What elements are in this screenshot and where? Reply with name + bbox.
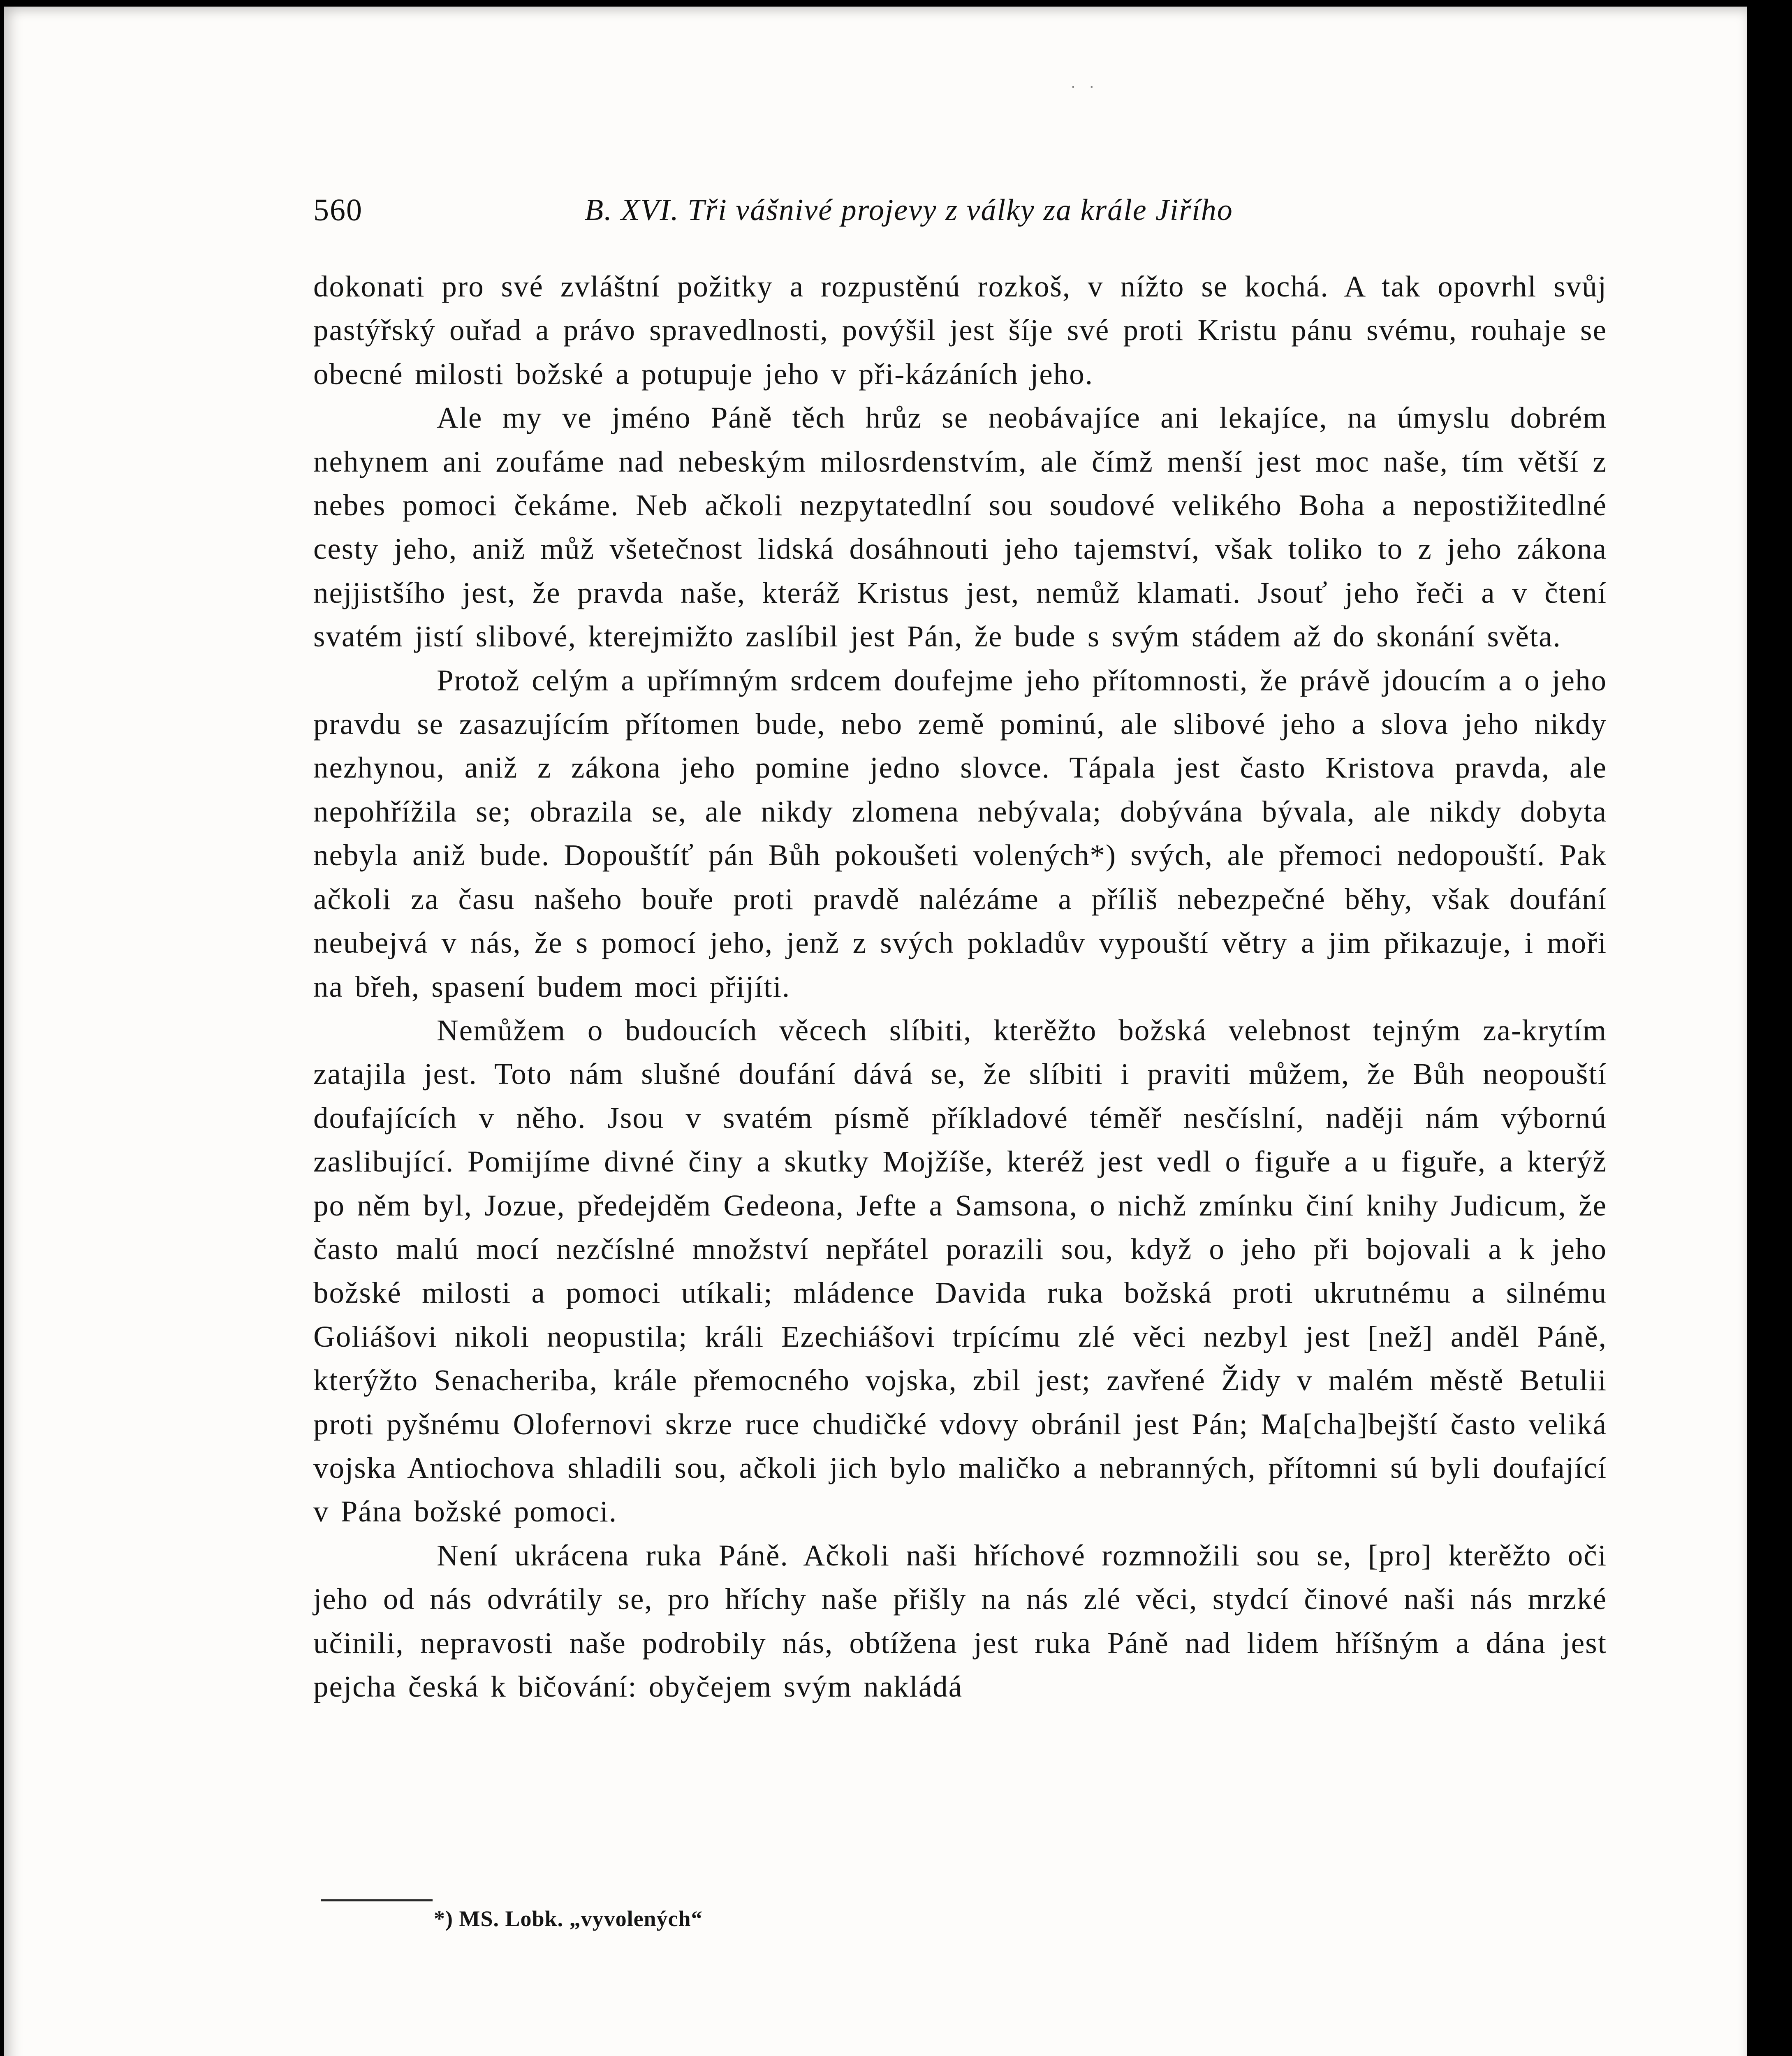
- page-number: 560: [313, 193, 363, 227]
- footnote: *) MS. Lobk. „vyvolených“: [434, 1906, 703, 1931]
- running-head: B. XVI. Tři vášnivé projevy z války za krále Jiřího: [585, 193, 1233, 227]
- page-header: [313, 188, 1607, 233]
- paragraph-5: Není ukrácena ruka Páně. Ačkoli naši hříchové rozmnožili sou se, [pro] kterěžto oči jeho od nás odvrátily se, pro hříchy naše přišly na nás zlé věci, stydcí činové naši nás mrzké učinili, nepravosti naše podrobily nás, obtížena jest ruka Páně nad lidem hříšným a dána jest pejcha česká k bičování: obyčejem svým nakládá: [313, 1538, 1607, 1703]
- body-text: [313, 265, 1607, 1709]
- paragraph-2: Ale my ve jméno Páně těch hrůz se neobávajíce ani lekajíce, na úmyslu dobrém nehynem ani zoufáme nad nebeským milosrdenstvím, ale čímž menší jest moc naše, tím větší z nebes pomoci čekáme. Neb ačkoli nezpytatedlní sou soudové velikého Boha a nepostižitedlné cesty jeho, aniž můž všetečnost lidská dosáhnouti jeho tajemství, však toliko to z jeho zákona nejjistšího jest, že pravda naše, kteráž Kristus jest, nemůž klamati. Jsouť jeho řeči a v čtení svatém jistí slibové, kterejmižto zaslíbil jest Pán, že bude s svým stádem až do skonání světa.: [313, 401, 1607, 653]
- paragraph-1: dokonati pro své zvláštní požitky a rozpustěnú rozkoš, v nížto se kochá. A tak opovrhl svůj pastýřský ouřad a právo spravedlnosti, povýšil jest šíje své proti Kristu pánu svému, rouhaje se obecné milosti božské a potupuje jeho v při-kázáních jeho.: [313, 270, 1607, 391]
- dust-specks: ˙ ˙: [1069, 84, 1098, 103]
- paragraph-4: Nemůžem o budoucích věcech slíbiti, kterěžto božská velebnost tejným za-krytím zatajila jest. Toto nám slušné doufání dává se, že slíbiti i praviti můžem, že Bůh neopouští doufajících v něho. Jsou v svatém písmě příkladové téměř nesčíslní, naději nám výbornú zaslibující. Pomijíme divné činy a skutky Mojžíše, kteréž jest vedl o figuře a u figuře, a kterýž po něm byl, Jozue, předejděm Gedeona, Jefte a Samsona, o nichž zmínku činí knihy Judicum, že často malú mocí nezčíslné množství nepřátel porazili sou, když o jeho při bojovali a k jeho božské milosti a pomoci utíkali; mládence Davida ruka božská proti ukrutnému a silnému Goliášovi nikoli neopustila; králi Ezechiášovi trpícímu zlé věci nezbyl jest [než] anděl Páně, kterýžto Senacheriba, krále přemocného vojska, zbil jest; zavřené Židy v malém městě Betulii proti pyšnému Olofernovi skrze ruce chudičké vdovy obránil jest Pán; Ma[cha]bejští často veliká vojska Antiochova shladili sou, ačkoli jich bylo maličko a nebranných, přítomni sú byli doufající v Pána božské pomoci.: [313, 1013, 1607, 1528]
- footnote-rule: [321, 1899, 433, 1901]
- paragraph-3: Protož celým a upřímným srdcem doufejme jeho přítomnosti, že právě jdoucím a o jeho pravdu se zasazujícím přítomen bude, nebo země pominú, ale slibové jeho a slova jeho nikdy nezhynou, aniž z zákona jeho pomine jedno slovce. Tápala jest často Kristova pravda, ale nepohřížila se; obrazila se, ale nikdy zlomena nebývala; dobývána bývala, ale nikdy dobyta nebyla aniž bude. Dopouštíť pán Bůh pokoušeti volených*) svých, ale přemoci nedopouští. Pak ačkoli za času našeho bouře proti pravdě nalézáme a příliš nebezpečné běhy, však doufání neubejvá v nás, že s pomocí jeho, jenž z svých pokladův vypouští větry a jim přikazuje, i moři na břeh, spasení budem moci přijíti.: [313, 663, 1607, 1003]
- paper-sheet: [4, 7, 1747, 2056]
